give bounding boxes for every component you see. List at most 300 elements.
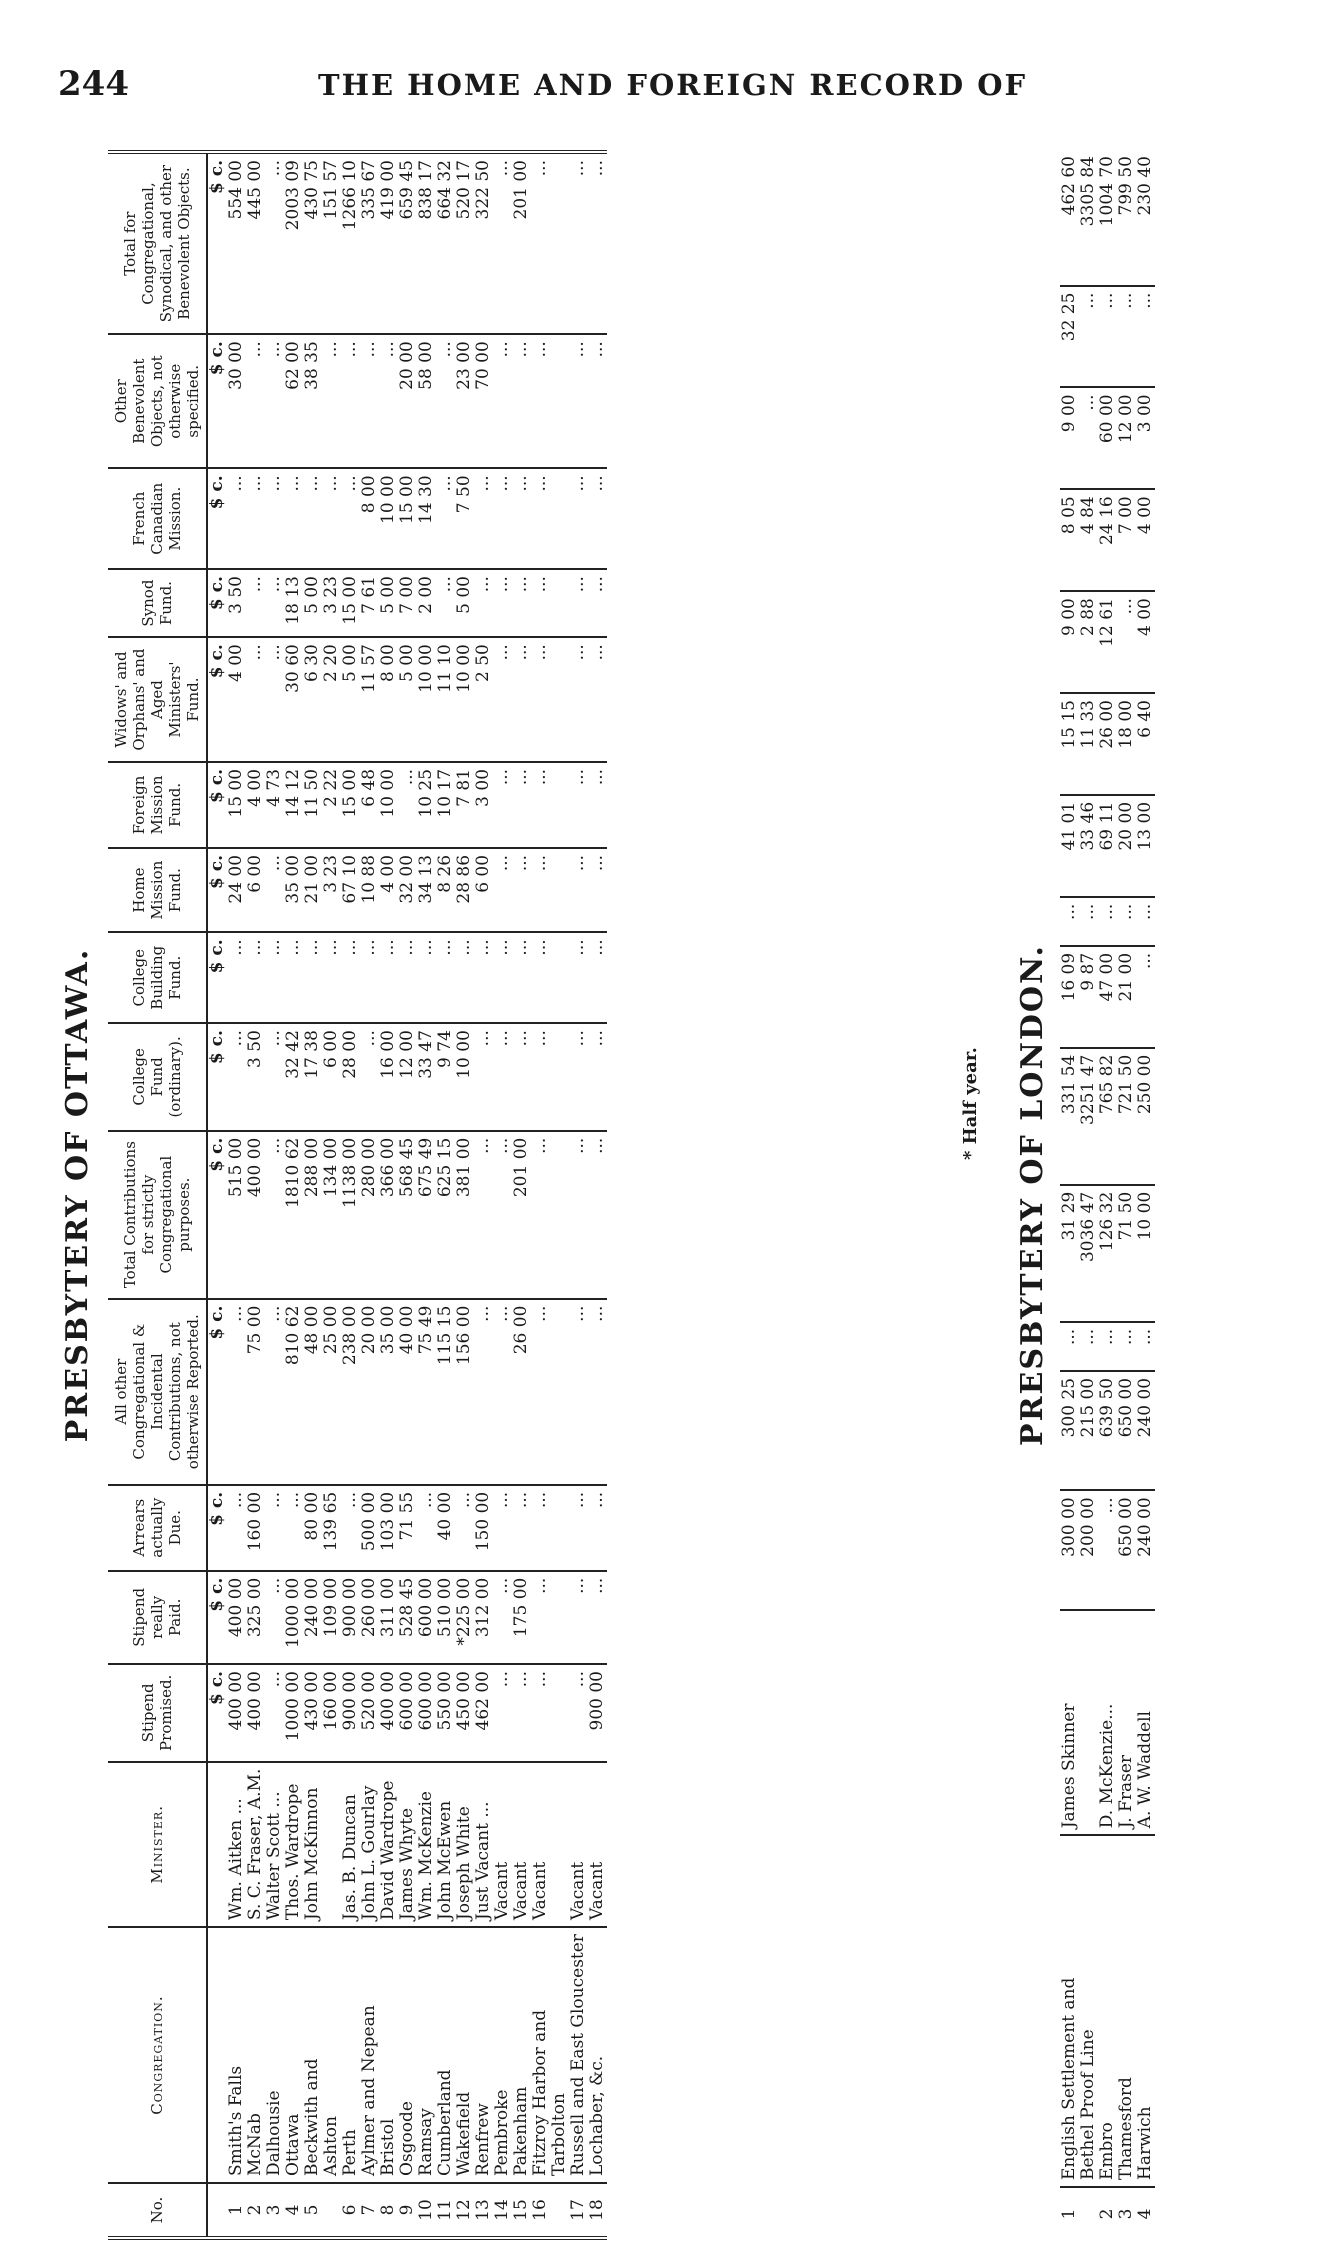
table-row (512, 152, 531, 2238)
table-cell: ... (493, 334, 512, 468)
table-cell: 26 00 (1098, 693, 1117, 795)
table-cell: 810 62 (284, 1299, 303, 1485)
table-row (569, 152, 588, 2238)
table-cell: ... (587, 160, 607, 177)
column-header: Minister. (108, 1762, 207, 1927)
table-cell: Vacant (531, 1762, 550, 1927)
table-cell: ... (246, 334, 265, 468)
table-cell: ... (512, 1485, 531, 1571)
table-cell: D. McKenzie... (1098, 1610, 1117, 1836)
table-cell: 445 00 (245, 160, 265, 220)
table-cell: 260 00 (360, 1571, 379, 1664)
table-cell: ... (588, 1299, 607, 1485)
table-cell: ... (492, 160, 512, 177)
column-header: Total for Congregational, Synodical, and other Benevolent Objects. (108, 152, 207, 334)
table-cell: ... (512, 848, 531, 932)
table-cell: Ashton (322, 1927, 341, 2183)
table-cell: $ c. (207, 932, 227, 1023)
table-cell (550, 152, 569, 334)
table-cell: ... (417, 932, 436, 1023)
table-cell: 47 00 (1098, 946, 1117, 1048)
table-cell: 3 00 (474, 762, 493, 848)
table-cell: ... (512, 334, 531, 468)
table-cell: 35 00 (284, 848, 303, 932)
table-cell: 238 00 (341, 1299, 360, 1485)
table-cell: ... (341, 468, 360, 569)
table-cell: 71 55 (398, 1485, 417, 1571)
table-cell: ... (322, 932, 341, 1023)
table-cell (550, 334, 569, 468)
table-cell: 7 61 (360, 569, 379, 637)
table-cell: 10 17 (436, 762, 455, 848)
table-cell: 10 00 (1136, 1185, 1155, 1322)
table-cell: 26 00 (512, 1299, 531, 1485)
table-cell: 21 00 (303, 848, 322, 932)
table-cell: ... (474, 468, 493, 569)
table-cell: 17 38 (303, 1023, 322, 1131)
table-cell: Renfrew (474, 1927, 493, 2183)
table-cell: 4 (284, 2183, 303, 2238)
table-cell: 103 00 (379, 1485, 398, 1571)
table-cell: ... (360, 1023, 379, 1131)
table-cell: 28 00 (341, 1023, 360, 1131)
table-cell: $ c. (207, 160, 227, 195)
table-cell: 10 00 (455, 637, 474, 762)
table-cell: 139 65 (322, 1485, 341, 1571)
table-cell: ... (493, 468, 512, 569)
table-cell: 5 00 (303, 569, 322, 637)
table-cell: 3036 47 (1079, 1185, 1098, 1322)
table-cell: ... (474, 569, 493, 637)
table-cell: 75 49 (417, 1299, 436, 1485)
table-cell: $ c. (207, 468, 227, 569)
column-header: Other Benevolent Objects, not otherwise specified. (108, 334, 207, 468)
table-cell: 18 (588, 2183, 607, 2238)
column-header: Widows' and Orphans' and Aged Ministers' Fund. (108, 637, 207, 762)
table-cell: ... (265, 1485, 284, 1571)
table-cell: 450 00 (455, 1664, 474, 1762)
column-header: All other Congregational & Incidental Contributions, not otherwise Reported. (108, 1299, 207, 1485)
table-cell: ... (512, 932, 531, 1023)
table-cell: 2 (1098, 2187, 1117, 2240)
table-cell: ... (1117, 591, 1136, 693)
table-cell: James Whyte (398, 1762, 417, 1927)
table-cell: 325 00 (246, 1571, 265, 1664)
table-cell (550, 1762, 569, 1927)
table-cell: ... (341, 334, 360, 468)
table-cell: ... (474, 932, 493, 1023)
table-cell: 1004 70 (1097, 156, 1117, 227)
table-cell: 900 00 (341, 1664, 360, 1762)
table-cell: 400 00 (227, 1664, 246, 1762)
table-cell: ... (512, 637, 531, 762)
table-cell: ... (569, 1571, 588, 1664)
table-cell: 62 00 (284, 334, 303, 468)
table-cell: 568 45 (398, 1131, 417, 1299)
table-cell: ... (588, 468, 607, 569)
table-cell: 4 00 (246, 762, 265, 848)
table-cell: ... (493, 1664, 512, 1762)
table-cell: ... (588, 848, 607, 932)
table-cell: Embro (1098, 1835, 1117, 2187)
column-header: Congregation. (108, 1927, 207, 2183)
table-cell: ... (246, 468, 265, 569)
table-cell: 28 86 (455, 848, 474, 932)
table-cell: $ c. (207, 334, 227, 468)
table-cell: 721 50 (1117, 1048, 1136, 1185)
table-cell: ... (512, 569, 531, 637)
table-cell: ... (493, 637, 512, 762)
table-cell: S. C. Fraser, A.M. (246, 1762, 265, 1927)
table-cell: 30 00 (227, 334, 246, 468)
table-cell: 15 00 (227, 762, 246, 848)
table-cell: ... (531, 762, 550, 848)
table-cell: 625 15 (436, 1131, 455, 1299)
table-cell: 900 00 (588, 1664, 607, 1762)
table-cell: 7 81 (455, 762, 474, 848)
rotated-table-area (60, 150, 1280, 2240)
table-cell: 2 (246, 2183, 265, 2238)
page-header (58, 64, 1258, 124)
table-cell: ... (398, 932, 417, 1023)
table-cell: David Wardrope (379, 1762, 398, 1927)
table-cell: ... (512, 1023, 531, 1131)
table-cell: ... (265, 1571, 284, 1664)
table-cell: ... (284, 1485, 303, 1571)
table-cell: ... (1117, 1322, 1136, 1371)
table-cell: ... (474, 1131, 493, 1299)
table-cell: ... (1098, 1490, 1117, 1609)
table-cell: ... (265, 1023, 284, 1131)
table-cell: 18 13 (284, 569, 303, 637)
table-cell: ... (569, 468, 588, 569)
table-cell: ... (493, 932, 512, 1023)
table-cell: Thamesford (1117, 1835, 1136, 2187)
table-cell: 1 (1060, 2187, 1079, 2240)
table-cell: 2 22 (322, 762, 341, 848)
table-cell: 280 00 (360, 1131, 379, 1299)
table-cell: 4 00 (1136, 489, 1155, 591)
table-cell: 23 00 (455, 334, 474, 468)
table-cell: ... (436, 569, 455, 637)
table-cell: ... (531, 1664, 550, 1762)
table-cell: Ramsay (417, 1927, 436, 2183)
table-cell: 515 00 (227, 1131, 246, 1299)
table-cell: 5 00 (341, 637, 360, 762)
table-cell: ... (588, 932, 607, 1023)
table-cell: 10 00 (379, 468, 398, 569)
table-cell: Joseph White (455, 1762, 474, 1927)
table-cell: 6 00 (322, 1023, 341, 1131)
table-cell (207, 1927, 227, 2183)
table-cell: 6 00 (246, 848, 265, 932)
table-cell: 34 13 (417, 848, 436, 932)
table-cell (1079, 2187, 1098, 2240)
table-cell (207, 1762, 227, 1927)
column-header: Stipend really Paid. (108, 1571, 207, 1664)
table-cell: 10 (417, 2183, 436, 2238)
table-cell: Walter Scott ... (265, 1762, 284, 1927)
table-cell: ... (531, 569, 550, 637)
table-cell: 16 00 (379, 1023, 398, 1131)
table-cell: 9 87 (1079, 946, 1098, 1048)
table-cell: 15 00 (341, 569, 360, 637)
table-cell: 41 01 (1060, 795, 1079, 897)
table-cell: 9 00 (1060, 591, 1079, 693)
table-cell: 24 00 (227, 848, 246, 932)
table-cell: 400 00 (227, 1571, 246, 1664)
table-cell: 5 (303, 2183, 322, 2238)
table-cell: 14 12 (284, 762, 303, 848)
table-cell: 1266 10 (340, 160, 360, 231)
table-row (398, 152, 417, 2238)
header-row (108, 152, 207, 2238)
table-cell: Thos. Wardrope (284, 1762, 303, 1927)
table-cell: 160 00 (322, 1664, 341, 1762)
table-cell: 462 60 (1059, 156, 1079, 216)
table-cell: Lochaber, &c. (588, 1927, 607, 2183)
table-cell: 160 00 (246, 1485, 265, 1571)
table-cell: Just Vacant ... (474, 1762, 493, 1927)
table-cell: ... (265, 569, 284, 637)
table-cell: 38 35 (303, 334, 322, 468)
table-cell: 4 00 (227, 637, 246, 762)
table-cell: 25 00 (322, 1299, 341, 1485)
table-cell: 3251 47 (1079, 1048, 1098, 1185)
table-cell: ... (1098, 1322, 1117, 1371)
table-cell: ... (341, 1485, 360, 1571)
table-cell: ... (569, 1485, 588, 1571)
table-cell: 3 (1117, 2187, 1136, 2240)
table-cell: 300 00 (1060, 1490, 1079, 1609)
table-cell: 664 32 (435, 160, 455, 220)
table-row (1098, 150, 1117, 2240)
table-cell (550, 848, 569, 932)
table-cell: ... (531, 1299, 550, 1485)
table-cell: 109 00 (322, 1571, 341, 1664)
table-cell: 1810 62 (284, 1131, 303, 1299)
table-row (493, 152, 512, 2238)
table-cell: Wm. McKenzie (417, 1762, 436, 1927)
table-cell: ... (493, 1131, 512, 1299)
table-cell: ... (493, 1485, 512, 1571)
table-cell: Vacant (588, 1762, 607, 1927)
table-row (1136, 150, 1155, 2240)
table-cell: 765 82 (1098, 1048, 1117, 1185)
table-cell: 12 61 (1098, 591, 1117, 693)
table-row (1079, 150, 1098, 2240)
table-cell: ... (569, 848, 588, 932)
column-header: Total Contributions for strictly Congregational purposes. (108, 1131, 207, 1299)
table-cell: ... (512, 762, 531, 848)
table-row (360, 152, 379, 2238)
table-cell: 400 00 (379, 1664, 398, 1762)
table-cell: 16 09 (1060, 946, 1079, 1048)
table-row (227, 152, 246, 2238)
table-cell: 201 00 (512, 1131, 531, 1299)
table-cell: 4 00 (379, 848, 398, 932)
table-cell: Vacant (512, 1762, 531, 1927)
table-cell: ... (265, 1664, 284, 1762)
table-cell: ... (493, 762, 512, 848)
table-cell: ... (1117, 286, 1136, 388)
table-cell: 11 10 (436, 637, 455, 762)
footnote: * Half year. (960, 1047, 981, 1160)
column-header: Home Mission Fund. (108, 848, 207, 932)
table-cell: ... (569, 334, 588, 468)
table-cell: 3 50 (227, 569, 246, 637)
table-row (341, 152, 360, 2238)
table-cell: ... (341, 932, 360, 1023)
table-cell: 6 48 (360, 762, 379, 848)
table-cell: ... (360, 932, 379, 1023)
table-cell: ... (1079, 286, 1098, 388)
table-cell: 799 50 (1116, 156, 1136, 216)
table-cell: 71 50 (1117, 1185, 1136, 1322)
table-cell: ... (265, 637, 284, 762)
table-cell: 15 00 (398, 468, 417, 569)
table-cell: ... (284, 468, 303, 569)
table-cell: 430 75 (302, 160, 322, 220)
table-cell: $ c. (207, 637, 227, 762)
table-cell: 150 00 (474, 1485, 493, 1571)
table-cell: 2 20 (322, 637, 341, 762)
table-row (265, 152, 284, 2238)
table-cell: ... (227, 932, 246, 1023)
table-cell: 18 00 (1117, 693, 1136, 795)
column-header: College Fund (ordinary). (108, 1023, 207, 1131)
table-cell: ... (1079, 1322, 1098, 1371)
table-cell: ... (265, 334, 284, 468)
table-row (588, 152, 607, 2238)
table-cell: 75 00 (246, 1299, 265, 1485)
table-cell: ... (265, 1131, 284, 1299)
table-row (455, 152, 474, 2238)
table-cell: 8 05 (1060, 489, 1079, 591)
table-cell: 15 00 (341, 762, 360, 848)
table-cell: ... (264, 160, 284, 177)
table-cell: 11 (436, 2183, 455, 2238)
table-cell: ... (588, 1131, 607, 1299)
table-cell: Pakenham (512, 1927, 531, 2183)
table-cell: 12 00 (398, 1023, 417, 1131)
table-cell: ... (531, 848, 550, 932)
table-cell: Harwich (1136, 1835, 1155, 2187)
table-cell: Aylmer and Nepean (360, 1927, 379, 2183)
table-cell: 5 00 (398, 637, 417, 762)
table-cell: 650 00 (1117, 1490, 1136, 1609)
table-cell: $ c. (207, 569, 227, 637)
section-title-london: PRESBYTERY OF LONDON. (1015, 944, 1050, 1446)
table-cell: 3 23 (322, 848, 341, 932)
table-cell: 13 00 (1136, 795, 1155, 897)
table-cell: 600 00 (417, 1571, 436, 1664)
table-cell: ... (1060, 897, 1079, 946)
table-cell: ... (569, 1664, 588, 1762)
table-cell: 520 17 (454, 160, 474, 220)
table-cell: ... (493, 848, 512, 932)
table-cell: 7 00 (398, 569, 417, 637)
table-cell: Wm. Aitken ... (227, 1762, 246, 1927)
table-cell: 4 73 (265, 762, 284, 848)
table-cell: ... (1098, 286, 1117, 388)
table-cell: ... (531, 1131, 550, 1299)
table-row (284, 152, 303, 2238)
table-cell: ... (474, 1299, 493, 1485)
table-cell: 11 57 (360, 637, 379, 762)
table-cell: 600 00 (417, 1664, 436, 1762)
table-cell: 58 00 (417, 334, 436, 468)
table-row (379, 152, 398, 2238)
table-cell: 528 45 (398, 1571, 417, 1664)
table-cell: ... (569, 569, 588, 637)
table-cell: 650 00 (1117, 1371, 1136, 1490)
table-cell: Russell and East Gloucester (569, 1927, 588, 2183)
table-cell: John L. Gourlay (360, 1762, 379, 1927)
page-number: 244 (58, 64, 129, 104)
table-cell: ... (588, 1571, 607, 1664)
table-cell: ... (531, 1571, 550, 1664)
table-cell: ... (436, 932, 455, 1023)
table-cell: ... (1079, 897, 1098, 946)
table-cell: $ c. (207, 1571, 227, 1664)
table-cell: James Skinner (1060, 1610, 1079, 1836)
table-cell: Bristol (379, 1927, 398, 2183)
table-cell: John McKinnon (303, 1762, 322, 1927)
table-cell: 288 00 (303, 1131, 322, 1299)
table-cell: 9 00 (1060, 387, 1079, 489)
table-cell: 11 33 (1079, 693, 1098, 795)
table-cell (550, 1571, 569, 1664)
table-cell: 6 (341, 2183, 360, 2238)
column-header: Synod Fund. (108, 569, 207, 637)
table-cell: 9 74 (436, 1023, 455, 1131)
table-cell: ... (493, 1023, 512, 1131)
table-cell: 10 00 (417, 637, 436, 762)
table-cell: 70 00 (474, 334, 493, 468)
table-cell: 4 00 (1136, 591, 1155, 693)
table-cell: 366 00 (379, 1131, 398, 1299)
table-cell: 250 00 (1136, 1048, 1155, 1185)
table-cell: 312 00 (474, 1571, 493, 1664)
table-cell: 335 67 (359, 160, 379, 220)
table-cell: 14 30 (417, 468, 436, 569)
table-row (303, 152, 322, 2238)
column-header: Arrears actually Due. (108, 1485, 207, 1571)
table-cell: 201 00 (511, 160, 531, 220)
table-cell: ... (512, 1664, 531, 1762)
table-cell: ... (569, 1023, 588, 1131)
table-cell: ... (227, 1299, 246, 1485)
table-cell: ... (588, 762, 607, 848)
table-row (436, 152, 455, 2238)
table-row (1060, 150, 1079, 2240)
table-cell: ... (398, 762, 417, 848)
table-cell: 8 00 (379, 637, 398, 762)
table-cell: ... (588, 334, 607, 468)
table-cell: ... (303, 932, 322, 1023)
table-cell: 151 57 (321, 160, 341, 220)
ottawa-table (108, 150, 607, 2240)
table-cell: 400 00 (246, 1131, 265, 1299)
table-cell: 40 00 (436, 1485, 455, 1571)
table-cell (550, 1299, 569, 1485)
table-cell: $ c. (207, 1131, 227, 1299)
table-cell: 240 00 (1136, 1490, 1155, 1609)
table-cell: Perth (341, 1927, 360, 2183)
table-cell: 10 00 (455, 1023, 474, 1131)
table-cell: ... (1136, 897, 1155, 946)
